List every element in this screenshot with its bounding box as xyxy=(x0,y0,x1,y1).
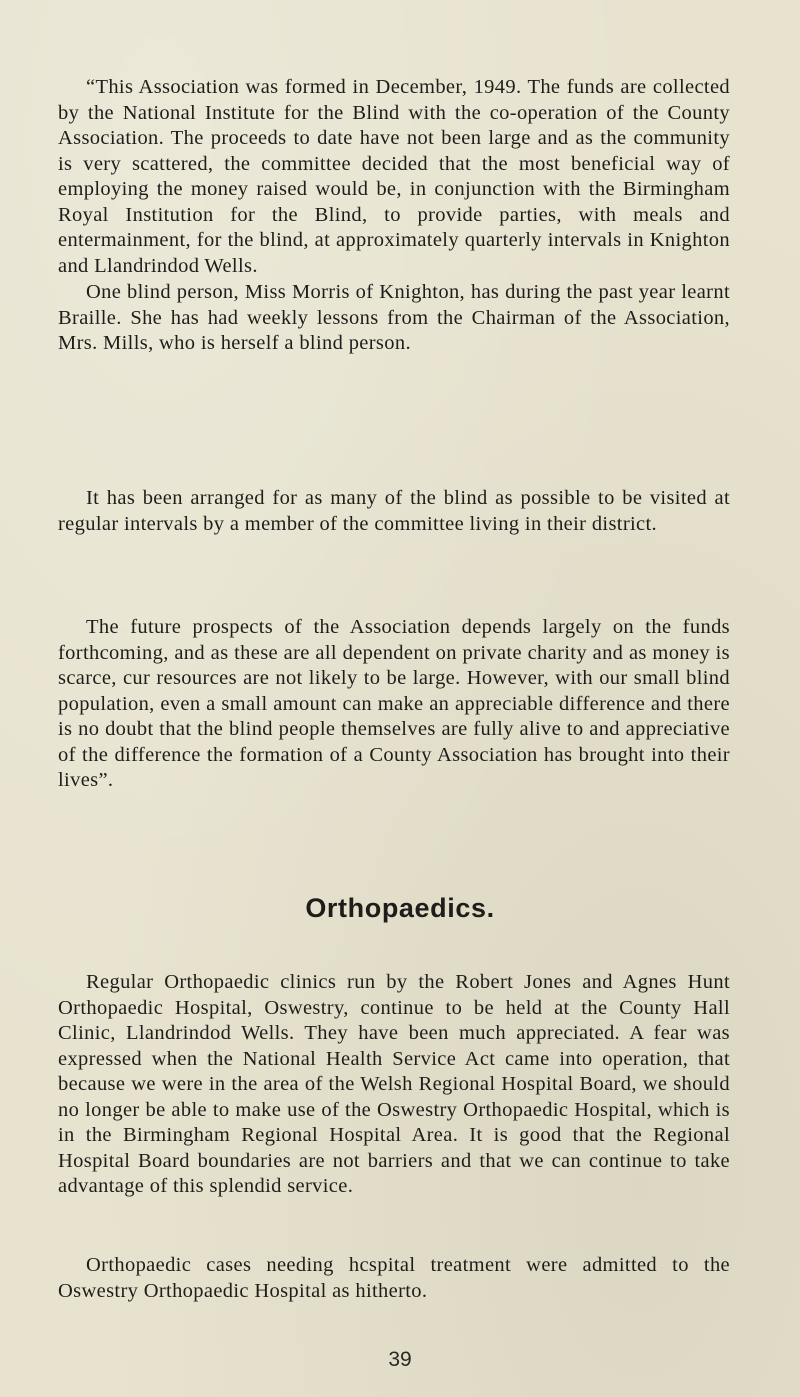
section-paragraph: Regular Orthopaedic clinics run by the Robert Jones and Agnes Hunt Orthopaedic Hospital, Oswestry, continue to be held at the County Hall Clinic, Llandrindod Wells. They have been much appreciated. A fear was expressed when the National Health Service Act came into operation, that because we were in the area of the Welsh Regional Hospital Board, we should no longer be able to make use of the Oswestry Orthopaedic Hospital, which is in the Birmingham Regional Hospital Area. It is good that the Regional Hospital Board boundaries are not barriers and that we can continue to take advantage of this splendid service. xyxy=(58,971,730,1197)
body-paragraph: It has been arranged for as many of the blind as possible to be visited at regular intervals by a member of the committee living in their district. xyxy=(58,487,730,535)
page-number: 39 xyxy=(388,1348,412,1371)
section-paragraph: Orthopaedic cases needing hcspital treatment were admitted to the Oswestry Orthopaedic Hospital as hitherto. xyxy=(58,1254,730,1302)
body-paragraph: “This Association was formed in December, 1949. The funds are collected by the National Institute for the Blind with the co-operation of the County Association. The proceeds to date have not been large and as the community is very scattered, the committee decided that the most beneficial way of employing the money raised would be, in conjunction with the Birmingham Royal Institution for the Blind, to provide parties, with meals and entermainment, for the blind, at approximately quarterly intervals in Knighton and Llandrindod Wells. xyxy=(58,76,730,277)
body-paragraph: The future prospects of the Association depends largely on the funds forthcoming, and as these are all dependent on private charity and as money is scarce, cur resources are not likely to be large. However, with our small blind population, even a small amount can make an appreciable difference and there is no doubt that the blind people themselves are fully alive to and appreciative of the difference the formation of a County Association has brought into their lives”. xyxy=(58,616,730,791)
section-heading: Orthopaedics. xyxy=(305,893,495,923)
body-paragraph: One blind person, Miss Morris of Knighton, has during the past year learnt Braille. She has had weekly lessons from the Chairman of the Association, Mrs. Mills, who is herself a blind person. xyxy=(58,281,730,354)
